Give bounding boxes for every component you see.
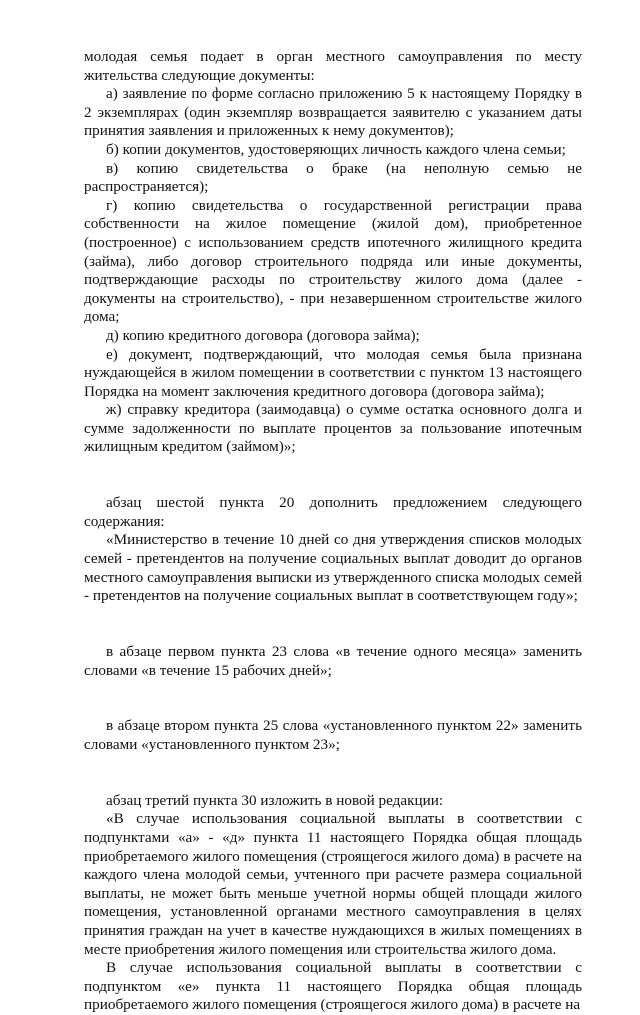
paragraph-gap [84,680,582,699]
paragraph: д) копию кредитного договора (договора займа); [106,326,420,344]
paragraph-gap [84,606,582,625]
paragraph-gap [84,476,582,495]
paragraph: в абзаце первом пункта 23 слова «в течение одного месяца» заменить словами «в течение 15 рабочих дней»; [84,643,582,679]
paragraph: молодая семья подает в орган местного самоуправления по месту жительства следующие документы: [84,48,582,84]
paragraph-gap [84,699,582,718]
paragraph: абзац третий пункта 30 изложить в новой редакции: [106,791,444,809]
paragraph-gap [84,457,582,476]
paragraph: б) копии документов, удостоверяющих личность каждого члена семьи; [106,140,566,158]
paragraph: абзац шестой пункта 20 дополнить предложением следующего содержания: [84,494,582,530]
paragraph: В случае использования социальной выплаты в соответствии с подпунктом «е» пункта 11 настоящего Порядка общая площадь приобретаемого жилого помещения (строящегося жилого дома) в расчете на [84,959,582,1014]
paragraph: а) заявление по форме согласно приложению 5 к настоящему Порядку в 2 экземплярах (один экземпляр возвращается заявителю с указанием даты принятия заявления и приложенных к нему документов); [84,85,582,140]
paragraph: «Министерство в течение 10 дней со дня утверждения списков молодых семей - претендентов на получение социальных выплат доводит до органов местного самоуправления выписки из утвержденного списка молодых семей - претендентов на получение социальных выплат в соответствующем году»; [84,531,582,605]
paragraph: е) документ, подтверждающий, что молодая семья была признана нуждающейся в жилом помещении в соответствии с пунктом 13 настоящего Порядка на момент заключения кредитного договора (договора займа); [84,345,582,400]
paragraph: в) копию свидетельства о браке (на неполную семью не распространяется); [84,159,582,196]
paragraph-gap [84,624,582,643]
paragraph: г) копию свидетельства о государственной регистрации права собственности на жилое помещение (жилой дом), приобретенное (построенное) с использованием средств ипотечного жилищного кредита (займа), либо договор строительного подряда или иные документы, подтверждающие расходы по строительству жилого дома (далее - документы на строительство), - при незавершенном строительстве жилого дома; [84,196,582,326]
paragraph-gap [84,773,582,792]
paragraph: «В случае использования социальной выплаты в соответствии с подпунктами «а» - «д» пункта 11 настоящего Порядка общая площадь приобретаемого жилого помещения (строящегося жилого дома) в расчете на каждого члена молодой семьи, учтенного при расчете размера социальной выплаты, не может быть меньше учетной нормы общей площади жилого помещения, установленной органами местного самоуправления в целях принятия граждан на учет в качестве нуждающихся в жилых помещениях в месте приобретения жилого помещения или строительства жилого дома. [84,810,582,958]
paragraph-gap [84,755,582,774]
document-body [84,48,582,1015]
paragraph: ж) справку кредитора (заимодавца) о сумме остатка основного долга и сумме задолженности по выплате процентов за пользование ипотечным жилищным кредитом (займом)»; [84,401,582,456]
paragraph: в абзаце втором пункта 25 слова «установленного пунктом 22» заменить словами «установленного пунктом 23»; [84,717,582,753]
